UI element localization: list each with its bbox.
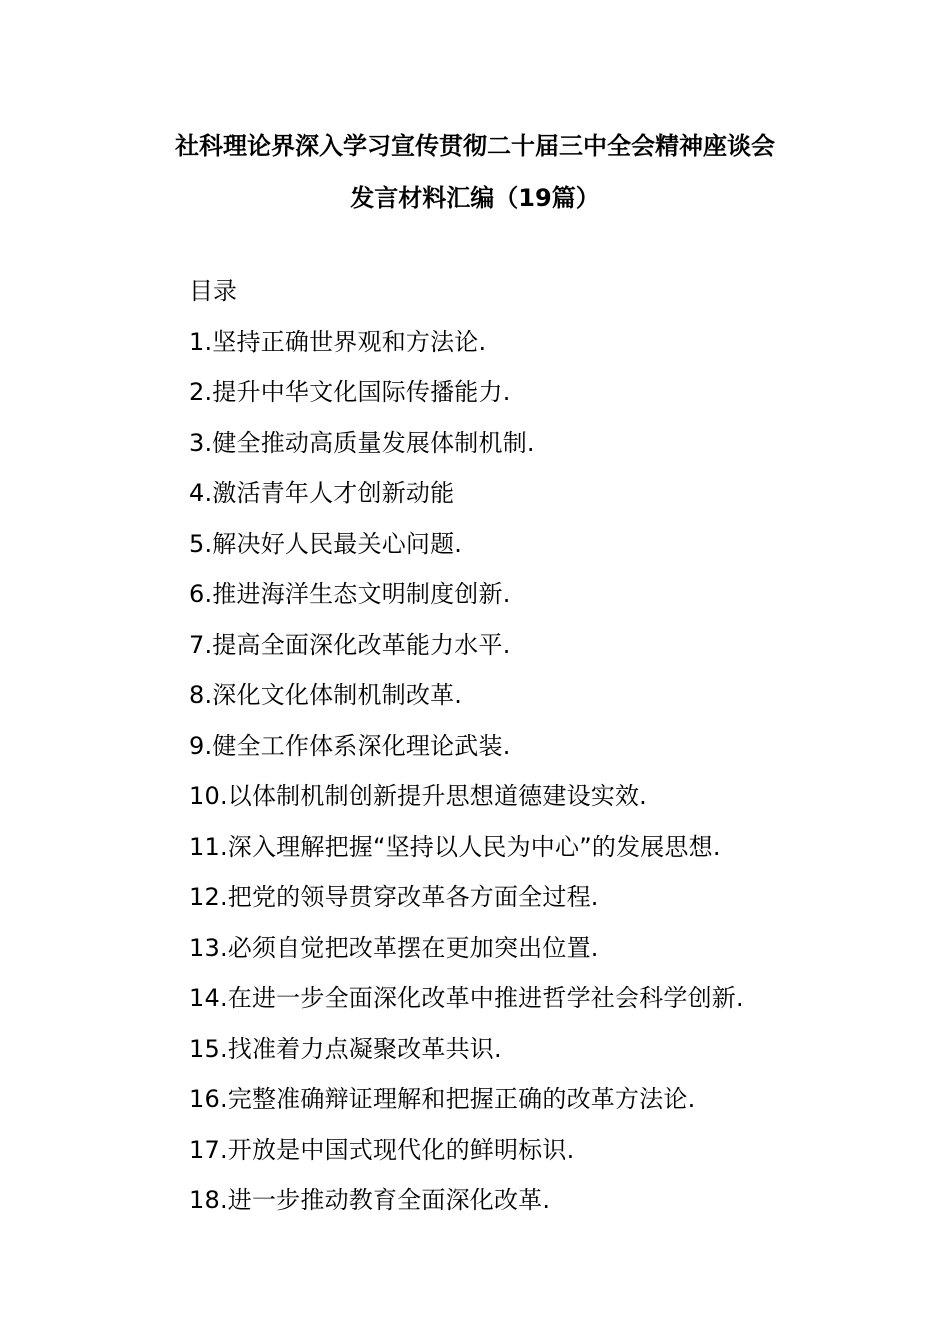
toc-item: 11.深入理解把握“坚持以人民为中心”的发展思想. — [189, 832, 721, 861]
toc-item: 1.坚持正确世界观和方法论. — [189, 327, 487, 356]
toc-item: 18.进一步推动教育全面深化改革. — [189, 1186, 551, 1214]
toc-item: 15.找准着力点凝聚改革共识. — [189, 1034, 502, 1063]
title-line-1: 社科理论界深入学习宣传贯彻二十届三中全会精神座谈会 — [175, 132, 775, 160]
toc-item: 6.推进海洋生态文明制度创新. — [189, 580, 511, 608]
toc-item: 13.必须自觉把改革摆在更加突出位置. — [189, 933, 599, 962]
table-of-contents — [189, 266, 909, 1226]
toc-item: 16.完整准确辩证理解和把握正确的改革方法论. — [189, 1085, 696, 1113]
toc-list — [189, 317, 909, 1226]
toc-heading: 目录 — [189, 277, 237, 305]
toc-item: 5.解决好人民最关心问题. — [189, 529, 463, 558]
toc-item: 8.深化文化体制机制改革. — [189, 681, 463, 709]
toc-item: 4.激活青年人才创新动能 — [189, 479, 455, 507]
toc-item: 3.健全推动高质量发展体制机制. — [189, 428, 535, 457]
toc-item: 2.提升中华文化国际传播能力. — [189, 378, 511, 406]
toc-item: 14.在进一步全面深化改革中推进哲学社会科学创新. — [189, 984, 744, 1012]
toc-item: 17.开放是中国式现代化的鲜明标识. — [189, 1135, 575, 1164]
toc-item: 9.健全工作体系深化理论武装. — [189, 731, 511, 760]
toc-item: 7.提高全面深化改革能力水平. — [189, 630, 511, 659]
title-line-2: 发言材料汇编（19篇） — [350, 184, 600, 212]
document-title — [0, 120, 950, 224]
toc-item: 10.以体制机制创新提升思想道德建设实效. — [189, 782, 647, 810]
toc-item: 12.把党的领导贯穿改革各方面全过程. — [189, 883, 599, 911]
